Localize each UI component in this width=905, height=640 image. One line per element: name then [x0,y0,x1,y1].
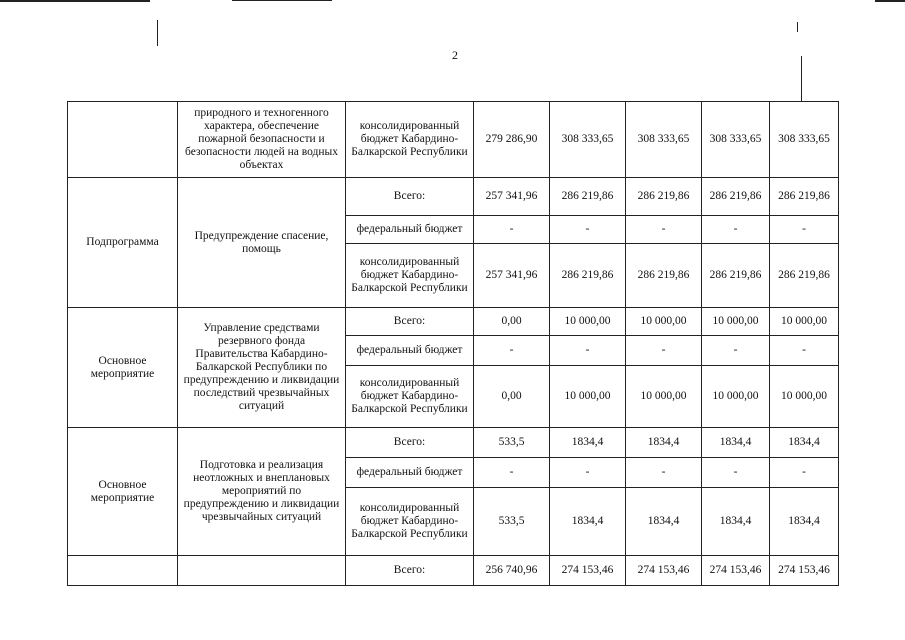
table-row [68,556,839,586]
funding-amount: 286 219,86 [702,178,770,216]
funding-amount: - [702,336,770,366]
funding-source: Всего: [346,428,474,458]
table-row [68,428,839,458]
funding-amount: 286 219,86 [626,244,702,308]
funding-source: Всего: [346,308,474,336]
funding-amount: 1834,4 [626,488,702,556]
funding-amount: 286 219,86 [626,178,702,216]
table-row [68,308,839,336]
funding-amount: - [770,458,839,488]
funding-amount: 533,5 [474,428,550,458]
funding-amount: - [702,458,770,488]
funding-source: консолидированный бюджет Кабардино-Балкарской Республики [346,366,474,428]
funding-amount: 274 153,46 [550,556,626,586]
funding-amount: 256 740,96 [474,556,550,586]
funding-amount: - [626,458,702,488]
funding-amount: 1834,4 [702,428,770,458]
funding-amount: 286 219,86 [770,244,839,308]
funding-amount: 257 341,96 [474,244,550,308]
funding-amount: - [770,336,839,366]
budget-table-body [68,102,839,586]
program-description: природного и техногенного характера, обеспечение пожарной безопасности и безопасности людей на водных объектах [178,102,346,178]
table-row [68,178,839,216]
funding-amount: 1834,4 [770,428,839,458]
funding-amount: - [626,216,702,244]
program-description: Управление средствами резервного фонда Правительства Кабардино-Балкарской Республики по предупреждению и ликвидации последствий чрезвычайных ситуаций [178,308,346,428]
scan-artifact [232,0,332,1]
funding-amount: 10 000,00 [550,366,626,428]
funding-amount: - [626,336,702,366]
funding-amount: - [770,216,839,244]
funding-amount: 10 000,00 [770,308,839,336]
program-status [68,102,178,178]
funding-amount: 10 000,00 [626,366,702,428]
funding-amount: 1834,4 [550,428,626,458]
funding-amount: 10 000,00 [702,308,770,336]
funding-amount: 308 333,65 [770,102,839,178]
funding-amount: 1834,4 [702,488,770,556]
funding-amount: 0,00 [474,366,550,428]
funding-amount: 10 000,00 [550,308,626,336]
program-status: Подпрограмма [68,178,178,308]
funding-amount: 286 219,86 [550,244,626,308]
scan-artifact [801,56,802,102]
funding-amount: 257 341,96 [474,178,550,216]
funding-amount: 533,5 [474,488,550,556]
program-status [68,556,178,586]
funding-source: консолидированный бюджет Кабардино-Балкарской Республики [346,102,474,178]
funding-amount: - [474,216,550,244]
program-status: Основное мероприятие [68,428,178,556]
funding-amount: 0,00 [474,308,550,336]
funding-amount: 274 153,46 [770,556,839,586]
funding-amount: 308 333,65 [702,102,770,178]
scan-artifact [797,22,798,32]
funding-source: федеральный бюджет [346,458,474,488]
funding-amount: 10 000,00 [770,366,839,428]
funding-amount: 286 219,86 [702,244,770,308]
table-row [68,102,839,178]
funding-amount: 286 219,86 [550,178,626,216]
program-description: Предупреждение спасение, помощь [178,178,346,308]
funding-amount: 1834,4 [626,428,702,458]
funding-amount: 308 333,65 [550,102,626,178]
program-description [178,556,346,586]
scan-artifact [0,0,150,2]
funding-amount: 274 153,46 [702,556,770,586]
funding-amount: - [474,458,550,488]
program-description: Подготовка и реализация неотложных и внеплановых мероприятий по предупреждению и ликвидации чрезвычайных ситуаций [178,428,346,556]
funding-source: консолидированный бюджет Кабардино-Балкарской Республики [346,488,474,556]
funding-amount: 10 000,00 [702,366,770,428]
funding-amount: - [550,216,626,244]
funding-amount: - [550,458,626,488]
funding-amount: 1834,4 [770,488,839,556]
funding-amount: - [550,336,626,366]
funding-source: Всего: [346,556,474,586]
budget-table [67,101,839,586]
funding-source: консолидированный бюджет Кабардино-Балкарской Республики [346,244,474,308]
funding-source: Всего: [346,178,474,216]
scan-artifact [157,20,158,46]
funding-amount: 286 219,86 [770,178,839,216]
funding-amount: 10 000,00 [626,308,702,336]
funding-amount: 274 153,46 [626,556,702,586]
funding-source: федеральный бюджет [346,336,474,366]
program-status: Основное мероприятие [68,308,178,428]
scan-artifact [875,0,905,2]
page-number: 2 [452,48,458,62]
funding-amount: - [702,216,770,244]
funding-amount: 308 333,65 [626,102,702,178]
funding-amount: 279 286,90 [474,102,550,178]
funding-amount: - [474,336,550,366]
funding-source: федеральный бюджет [346,216,474,244]
funding-amount: 1834,4 [550,488,626,556]
